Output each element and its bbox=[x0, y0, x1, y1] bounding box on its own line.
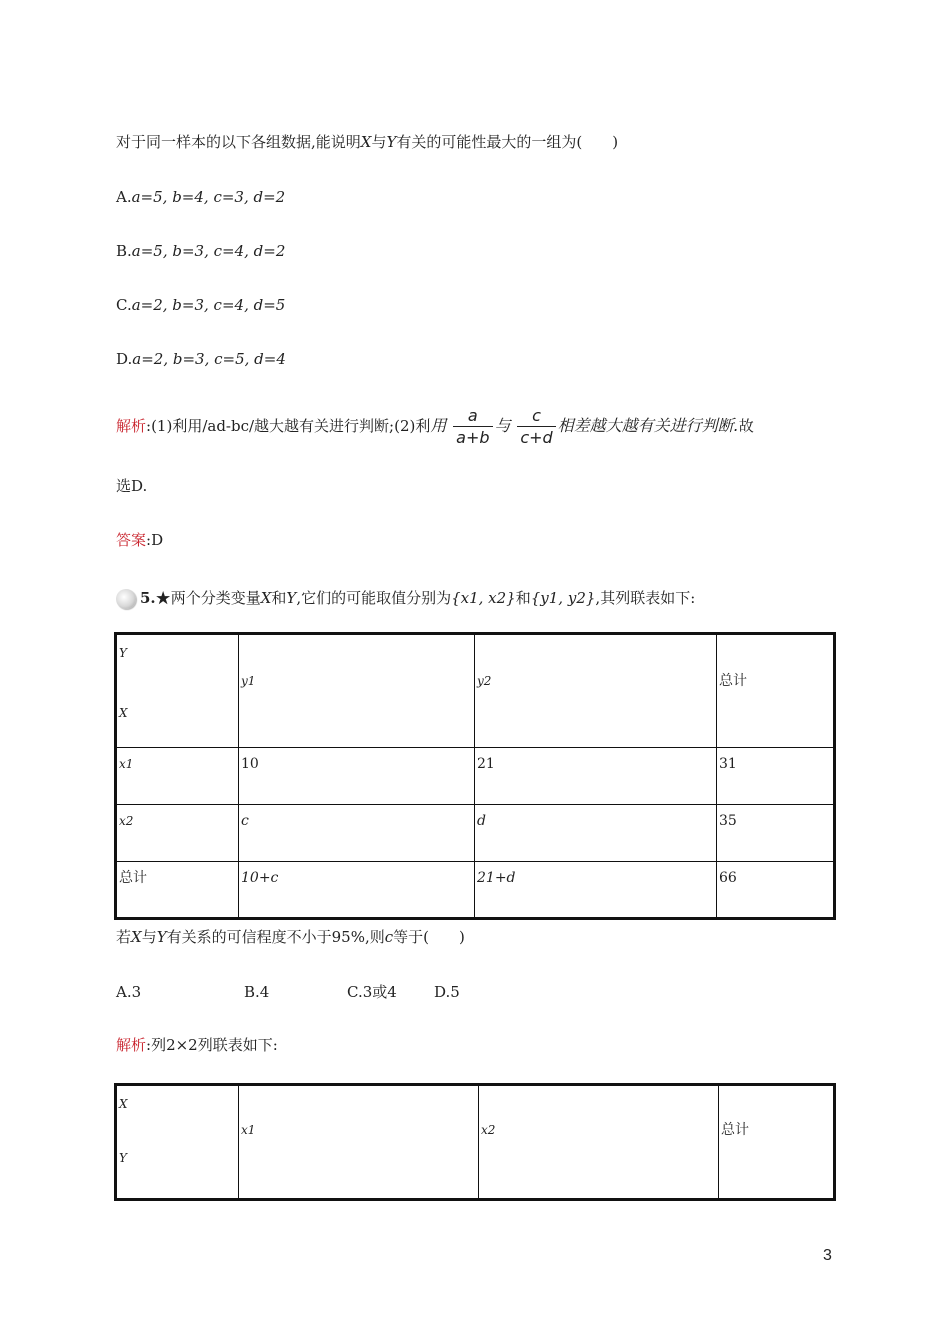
table-cell: d bbox=[475, 805, 717, 862]
table-header-cell: 总计 bbox=[719, 1085, 835, 1200]
table-cell: 总计 bbox=[116, 862, 239, 919]
question-bullet-icon bbox=[116, 589, 136, 609]
question-stem: 对于同一样本的以下各组数据,能说明X与Y有关的可能性最大的一组为( ) bbox=[116, 133, 619, 151]
analysis-2: 解析:列2×2列联表如下: bbox=[116, 1036, 278, 1054]
option-a: A.a=5, b=4, c=3, d=2 bbox=[116, 188, 286, 206]
table-cell: 10 bbox=[239, 748, 475, 805]
table-header-cell: y1 bbox=[239, 634, 475, 748]
option-c: C.a=2, b=3, c=4, d=5 bbox=[116, 296, 286, 314]
table-row bbox=[116, 634, 835, 748]
q5-option-a: A.3 bbox=[116, 983, 142, 1001]
table-header-cell: y2 bbox=[475, 634, 717, 748]
contingency-table-2 bbox=[114, 1083, 836, 1201]
table-row bbox=[116, 748, 835, 805]
table-header-cell: x1 bbox=[239, 1085, 479, 1200]
contingency-table-1 bbox=[114, 632, 836, 920]
question-5-prompt: 若X与Y有关系的可信程度不小于95%,则c等于( ) bbox=[116, 928, 465, 946]
table-cell: 21+d bbox=[475, 862, 717, 919]
table-corner-cell: Y X bbox=[116, 634, 239, 748]
table-corner-cell: X Y bbox=[116, 1085, 239, 1200]
fraction-c-over-c-plus-d: $\frac{c}{c+d}$ bbox=[517, 406, 555, 449]
table-cell: c bbox=[239, 805, 475, 862]
table-cell: 31 bbox=[717, 748, 835, 805]
table-row bbox=[116, 862, 835, 919]
analysis-line2: 选D. bbox=[116, 477, 148, 495]
table-cell: 21 bbox=[475, 748, 717, 805]
analysis-label: 解析 bbox=[116, 417, 147, 435]
table-row bbox=[116, 805, 835, 862]
analysis-block: 解析:(1)利用/ad-bc/越大越有关进行判断;(2)利用 $\frac{a}{a+b}$ 与 $\frac{c}{c+d}$ 相差越大越有关进行判断.故 bbox=[116, 405, 754, 447]
table-cell: x1 bbox=[116, 748, 239, 805]
q5-option-d: D.5 bbox=[434, 983, 460, 1001]
table-cell: 35 bbox=[717, 805, 835, 862]
table-cell: 10+c bbox=[239, 862, 475, 919]
table-cell: 66 bbox=[717, 862, 835, 919]
answer-label: 答案 bbox=[116, 531, 147, 549]
q5-option-c: C.3或4 bbox=[347, 983, 397, 1001]
table-header-cell: 总计 bbox=[717, 634, 835, 748]
table-header-cell: x2 bbox=[479, 1085, 719, 1200]
table-row bbox=[116, 1085, 835, 1200]
analysis-2-label: 解析 bbox=[116, 1036, 147, 1054]
fraction-a-over-a-plus-b: $\frac{a}{a+b}$ bbox=[453, 406, 492, 449]
question-5-stem: 5.★两个分类变量X和Y,它们的可能取值分别为{x1, x2}和{y1, y2},其列联表如下: bbox=[116, 588, 695, 609]
q5-option-b: B.4 bbox=[244, 983, 270, 1001]
option-b: B.a=5, b=3, c=4, d=2 bbox=[116, 242, 286, 260]
answer: 答案:D bbox=[116, 531, 164, 549]
page-number: 3 bbox=[823, 1247, 832, 1264]
option-d: D.a=2, b=3, c=5, d=4 bbox=[116, 350, 286, 368]
star-icon: ★ bbox=[155, 589, 171, 607]
table-cell: x2 bbox=[116, 805, 239, 862]
